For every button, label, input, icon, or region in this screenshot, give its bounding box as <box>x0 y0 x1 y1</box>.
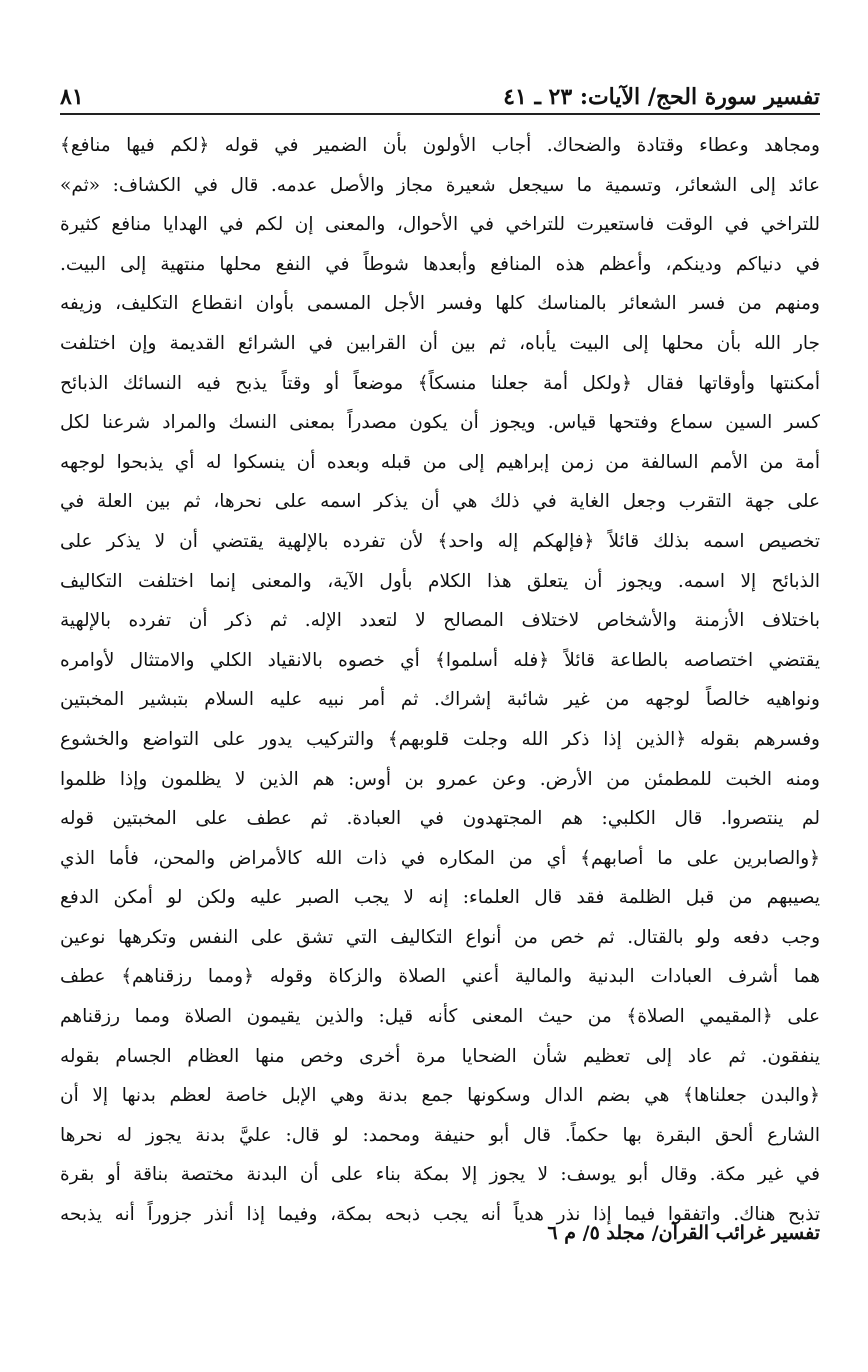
text-line: تخصيص اسمه بذلك قائلاً ﴿فإلهكم إله واحد﴾ لأن تفرده بالإلهية يقتضي أن لا يذكر على <box>60 530 820 552</box>
text-line: الذبائح إلا اسمه. ويجوز أن يتعلق هذا الكلام بأول الآية، والمعنى إنما اختلفت التكاليف <box>60 570 820 592</box>
text-line: تذبح هناك. واتفقوا فيما إذا نذر هدياً أنه يجب ذبحه بمكة، وفيما إذا أنذر جزوراً أنه يذبحه <box>60 1204 820 1226</box>
text-line: أمكنتها وأوقاتها فقال ﴿ولكل أمة جعلنا منسكاً﴾ موضعاً أو وقتاً يذبح فيه النسائك الذبائح <box>60 372 820 394</box>
page-header <box>60 76 820 110</box>
text-line: على ﴿المقيمي الصلاة﴾ من حيث المعنى كأنه قيل: والذين يقيمون الصلاة ومما رزقناهم <box>60 1006 820 1028</box>
text-line: كسر السين سماع وفتحها قياس. ويجوز أن يكون مصدراً بمعنى النسك والمراد شرعنا لكل <box>60 412 820 434</box>
text-line: في غير مكة. وقال أبو يوسف: لا يجوز إلا بمكة بناء على أن البدنة مختصة بناقة أو بقرة <box>60 1164 820 1186</box>
text-line: في دنياكم ودينكم، وأعظم هذه المنافع وأبعدها شوطاً في النفع محلها منتهية إلى البيت. <box>60 253 820 275</box>
text-line: لم ينتصروا. قال الكلبي: هم المجتهدون في العبادة. ثم عطف على المخبتين قوله <box>60 808 820 830</box>
body-text <box>60 126 820 1235</box>
text-line: ﴿والبدن جعلناها﴾ هي بضم الدال وسكونها جمع بدنة وهي الإبل خاصة لعظم بدنها إلا أن <box>60 1085 820 1107</box>
text-line: يقتضي اختصاصه بالطاعة قائلاً ﴿فله أسلموا﴾ أي خصوه بالانقياد الكلي والامتثال لأوامره <box>60 649 820 671</box>
header-rule <box>60 113 820 115</box>
text-line: على جهة التقرب وجعل الغاية في ذلك هي أن يذكر اسمه على نحرها، ثم بين العلة في <box>60 491 820 513</box>
text-line: ومنهم من فسر الشعائر بالمناسك كلها وفسر الأجل المسمى بأوان انقطاع التكليف، وزيفه <box>60 293 820 315</box>
text-line: وجب دفعه ولو بالقتال. ثم خص من أنواع التكاليف التي تشق على النفس وتكرهها نوعين <box>60 926 820 948</box>
text-line: ينفقون. ثم عاد إلى تعظيم شأن الضحايا مرة أخرى وخص منها العظام الجسام بقوله <box>60 1045 820 1067</box>
text-line: باختلاف الأزمنة والأشخاص لاختلاف المصالح لا لتعدد الإله. ثم ذكر أن تفرده بالإلهية <box>60 610 820 632</box>
text-line: وفسرهم بقوله ﴿الذين إذا ذكر الله وجلت قلوبهم﴾ والتركيب يدور على التواضع والخشوع <box>60 728 820 750</box>
page-number: ٨١ <box>60 84 84 110</box>
text-line: يصيبهم من قبل الظلمة فقد قال العلماء: إنه لا يجب الصبر عليه ولكن لو أمكن الدفع <box>60 887 820 909</box>
text-line: للتراخي في الوقت فاستعيرت للتراخي في الأحوال، والمعنى إن لكم في الهدايا منافع كثيرة <box>60 214 820 236</box>
text-line: أمة من الأمم السالفة من زمن إبراهيم إلى من قبله وبعده أن ينسكوا له أي يذبحوا لوجهه <box>60 451 820 473</box>
text-line: جار الله بأن محلها إلى البيت يأباه، ثم بين أن القرابين في الشرائع القديمة وإن اختلفت <box>60 332 820 354</box>
text-line: الشارع ألحق البقرة بها حكماً. قال أبو حنيفة ومحمد: لو قال: عليَّ بدنة يجوز له نحرها <box>60 1124 820 1146</box>
signature-mark: تفسير غرائب القرآن/ مجلد ٥/ م ٦ <box>547 1222 820 1244</box>
text-line: ونواهيه خالصاً لوجهه من غير شائبة إشراك. ثم أمر نبيه عليه السلام بتبشير المخبتين <box>60 689 820 711</box>
text-line: ﴿والصابرين على ما أصابهم﴾ أي من المكاره في ذات الله كالأمراض والمحن، فأما الذي <box>60 847 820 869</box>
text-line: ومجاهد وعطاء وقتادة والضحاك. أجاب الأولون بأن الضمير في قوله ﴿لكم فيها منافع﴾ <box>60 135 820 156</box>
text-line: عائد إلى الشعائر، وتسمية ما سيجعل شعيرة مجاز والأصل عدمه. قال في الكشاف: «ثم» <box>60 174 820 196</box>
text-line: ومنه الخبت للمطمئن من الأرض. وعن عمرو بن أوس: هم الذين لا يظلمون وإذا ظلموا <box>60 768 820 790</box>
running-title: تفسير سورة الحج/ الآيات: ٢٣ ـ ٤١ <box>503 84 820 110</box>
text-line: هما أشرف العبادات البدنية والمالية أعني الصلاة والزكاة وقوله ﴿ومما رزقناهم﴾ عطف <box>60 966 820 988</box>
